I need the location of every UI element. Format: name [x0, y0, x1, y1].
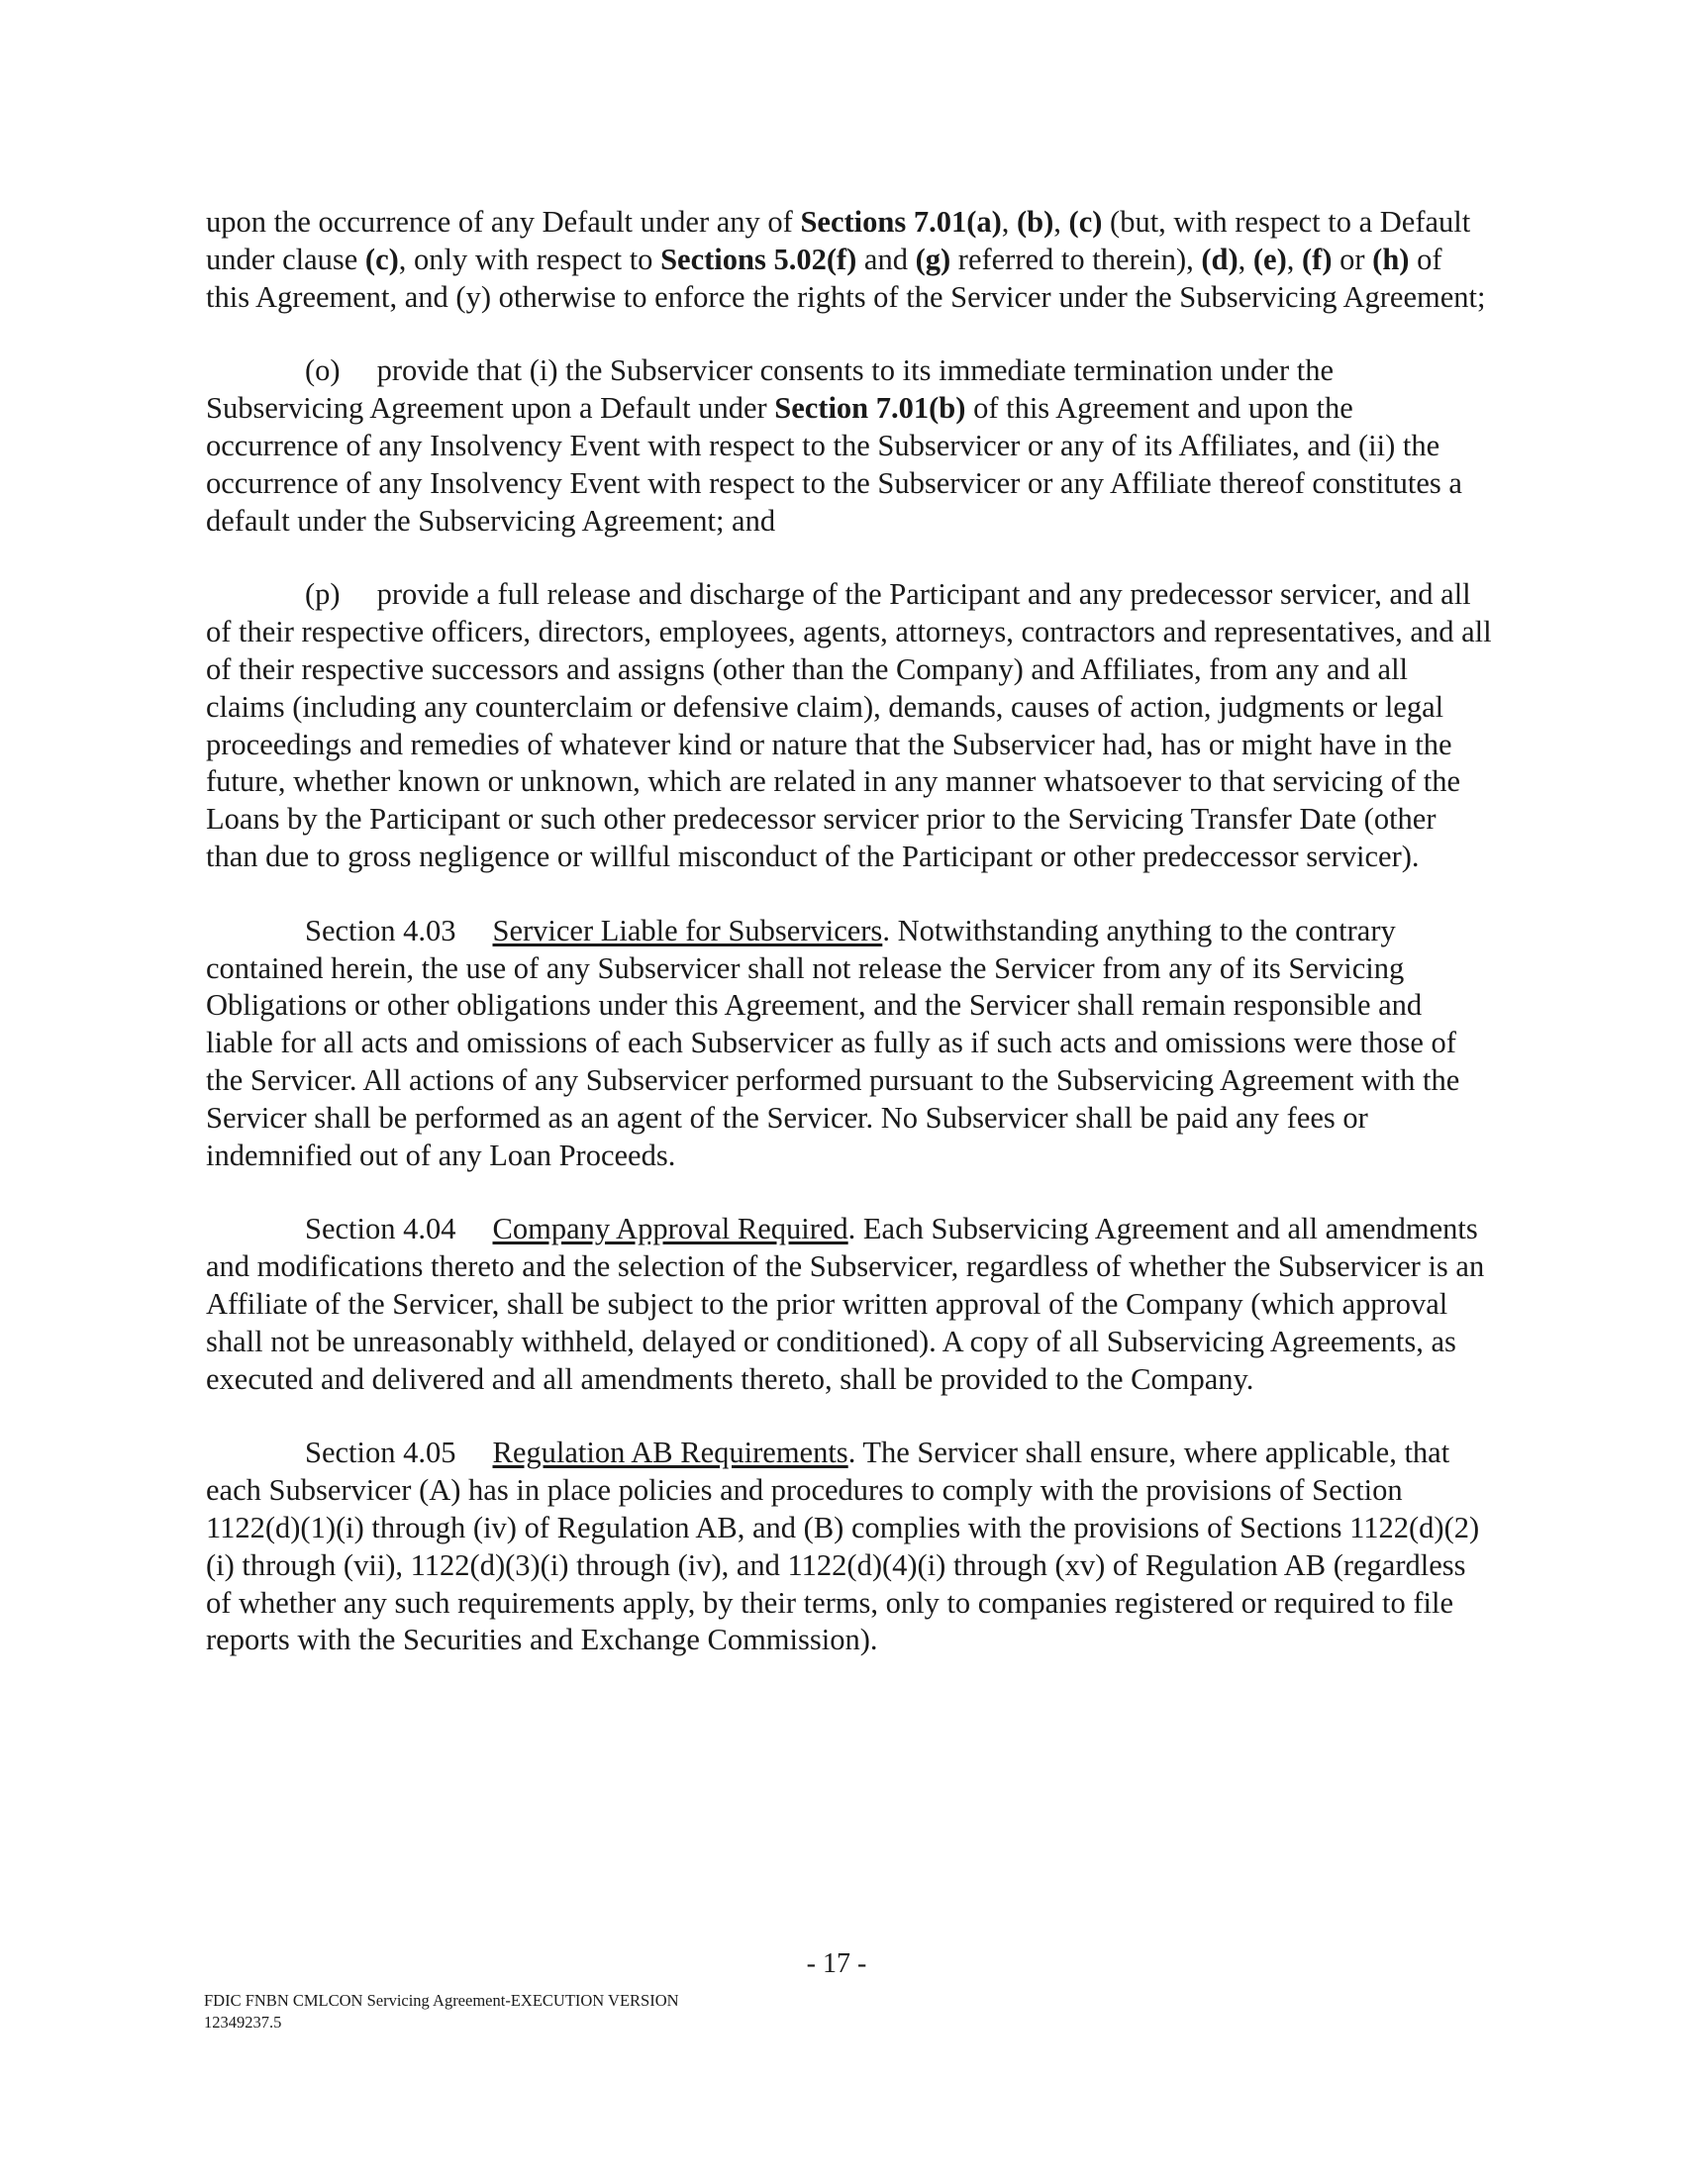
clause-label: (o) — [305, 353, 341, 388]
text-run: of this Agreement and upon the occurrence of any Insolvency Event with respect to the Subservicer or any of its Affiliates, and (ii) the occurrence of any Insolvency Event with respect to the Subservicer or any Affiliate thereof constitutes a default under the Subservicing Agreement; and — [206, 391, 1462, 538]
text-run: , only with respect to — [398, 242, 661, 276]
text-run: provide a full release and discharge of the Participant and any predecessor servicer, and all of their respective officers, directors, employees, agents, attorneys, contractors and representatives, and all of their respective successors and assigns (other than the Company) and Affiliates, from any and all claims (including any counterclaim or defensive claim), demands, causes of action, judgments or legal proceedings and remedies of whatever kind or nature that the Subservicer had, has or might have in the future, whether known or unknown, which are related in any manner whatsoever to that servicing of the Loans by the Participant or such other predecessor servicer prior to the Servicing Transfer Date (other than due to gross negligence or willful misconduct of the Participant or other predeccessor servicer). — [206, 577, 1492, 873]
clause-label: (p) — [305, 577, 341, 612]
paragraph-p — [206, 576, 1493, 875]
paragraph-n-continuation — [206, 204, 1493, 316]
section-4-03 — [206, 913, 1493, 1175]
section-number: Section 4.04 — [305, 1212, 456, 1246]
section-heading: Regulation AB Requirements — [492, 1436, 848, 1470]
section-4-04 — [206, 1211, 1493, 1398]
clause-reference: (e) — [1252, 242, 1287, 276]
section-heading: Servicer Liable for Subservicers — [492, 913, 883, 947]
text-run: provide that (i) the Subservicer consents to its immediate termination under the Subservicing Agreement upon a Default under — [206, 353, 1335, 426]
section-text: . The Servicer shall ensure, where applicable, that each Subservicer (A) has in place policies and procedures to comply with the provisions of Section 1122(d)(1)(i) through (iv) of Regulation AB, and (B) complies with the provisions of Sections 1122(d)(2)(i) through (vii), 1122(d)(3)(i) through (iv), and 1122(d)(4)(i) through (xv) of Regulation AB (regardless of whether any such requirements apply, by their terms, only to companies registered or required to file reports with the Securities and Exchange Commission). — [206, 1436, 1480, 1657]
section-heading: Company Approval Required — [492, 1212, 848, 1246]
footer-document-id: 12349237.5 — [204, 2013, 282, 2032]
text-run: (but, with respect to a Default under clause — [206, 205, 1471, 276]
text-run: referred to therein), — [950, 242, 1202, 276]
document-footer — [204, 1990, 679, 2034]
clause-reference: (c) — [1068, 205, 1103, 239]
text-run: , — [1053, 205, 1069, 239]
clause-reference: (d) — [1201, 242, 1239, 276]
section-4-05 — [206, 1435, 1493, 1659]
clause-reference: (f) — [1302, 242, 1333, 276]
section-text: . Notwithstanding anything to the contrary contained herein, the use of any Subservicer shall not release the Servicer from any of its Servicing Obligations or other obligations under this Agreement, and the Servicer shall remain responsible and liable for all acts and omissions of each Subservicer as fully as if such acts and omissions were those of the Servicer. All actions of any Subservicer performed pursuant to the Subservicing Agreement with the Servicer shall be performed as an agent of the Servicer. No Subservicer shall be paid any fees or indemnified out of any Loan Proceeds. — [206, 913, 1460, 1172]
section-reference: Sections 5.02(f) — [660, 242, 857, 276]
text-run: , — [1286, 242, 1302, 276]
text-run: or — [1332, 242, 1373, 276]
clause-reference: (g) — [915, 242, 951, 276]
document-body — [206, 204, 1493, 1696]
text-run: , — [1001, 205, 1018, 239]
clause-reference: (b) — [1017, 205, 1054, 239]
section-text: . Each Subservicing Agreement and all amendments and modifications thereto and the selection of the Subservicer, regardless of whether the Subservicer is an Affiliate of the Servicer, shall be subject to the prior written approval of the Company (which approval shall not be unreasonably withheld, delayed or conditioned). A copy of all Subservicing Agreements, as executed and delivered and all amendments thereto, shall be provided to the Company. — [206, 1212, 1485, 1396]
section-number: Section 4.03 — [305, 913, 456, 947]
footer-document-title: FDIC FNBN CMLCON Servicing Agreement-EXECUTION VERSION — [204, 1991, 679, 2010]
section-reference: Section 7.01(b) — [774, 391, 966, 426]
section-reference: Sections 7.01(a) — [800, 205, 1002, 239]
paragraph-o — [206, 352, 1493, 540]
text-run: and — [856, 242, 916, 276]
text-run: of this Agreement, and (y) otherwise to enforce the rights of the Servicer under the Subservicing Agreement; — [206, 242, 1486, 314]
page-number: - 17 - — [806, 1948, 867, 1979]
text-run: , — [1238, 242, 1253, 276]
clause-reference: (c) — [364, 242, 399, 276]
section-number: Section 4.05 — [305, 1436, 456, 1470]
text-run: upon the occurrence of any Default under any of — [206, 205, 801, 239]
clause-reference: (h) — [1372, 242, 1410, 276]
